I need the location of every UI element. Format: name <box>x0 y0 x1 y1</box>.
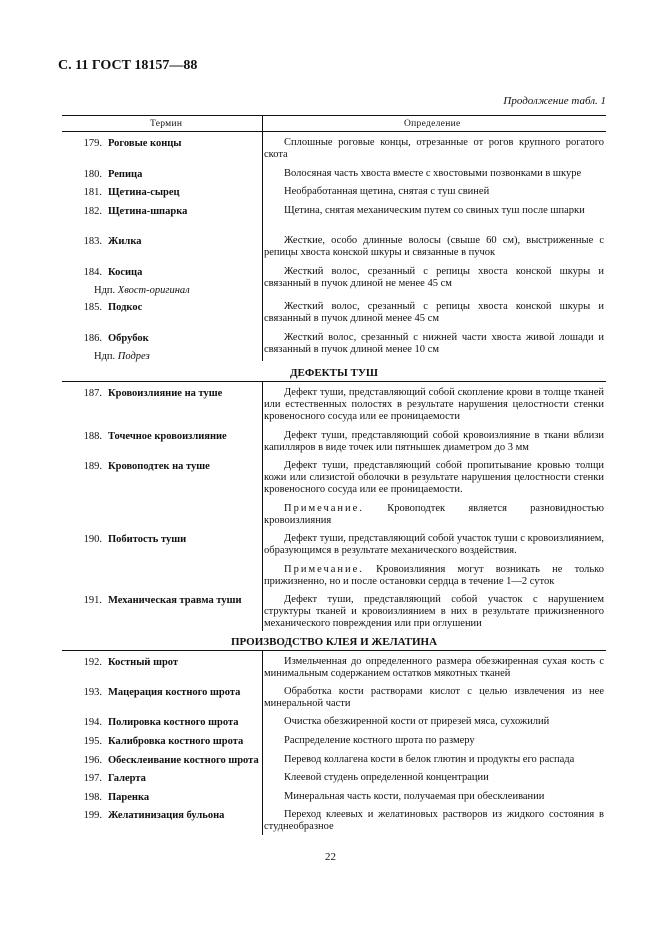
term-name: Мацерация костного шрота <box>108 687 241 698</box>
term-name: Полировка костного шрота <box>108 717 239 728</box>
column-header-term: Термин <box>150 119 183 129</box>
ndp-label: Ндп. <box>94 351 116 362</box>
term-name: Паренка <box>108 792 150 803</box>
term-number: 194. <box>83 717 102 728</box>
term-number: 196. <box>83 755 102 766</box>
term-name: Кровоизлияние на туше <box>108 388 223 399</box>
term-number: 185. <box>83 302 102 313</box>
term-number: 199. <box>83 810 102 821</box>
term-definition: Клеевой студень определенной концентрации <box>284 772 489 783</box>
section-heading: ПРОИЗВОДСТВО КЛЕЯ И ЖЕЛАТИНА <box>230 636 438 648</box>
section-rule <box>62 650 606 651</box>
term-number: 190. <box>83 534 102 545</box>
term-number: 192. <box>83 657 102 668</box>
term-definition: Дефект туши, представляющий собой пропитывание кровью толщи кожи или слизистой оболочки в результате нарушения целостности стенки кровеносного сосуда или ее проницаемости. <box>264 460 604 495</box>
term-definition: Обработка кости растворами кислот с целью извлечения из нее минеральной части <box>264 686 604 709</box>
term-name: Точечное кровоизлияние <box>108 431 227 442</box>
note-text: Кровоизлияния могут возникать не только прижизненно, но и после остановки сердца в течение 1—2 суток <box>264 564 605 587</box>
term-number: 193. <box>83 687 102 698</box>
term-definition: Переход клеевых и желатиновых растворов из жидкого состояния в студнеобразное <box>264 809 604 832</box>
term-definition: Дефект туши, представляющий собой участок с нарушением структуры тканей и кровоизлиянием в них в результате прижизненного механического повреждения или при оглушении <box>264 594 604 629</box>
term-definition: Распределение костного шрота по размеру <box>284 735 475 746</box>
term-number: 186. <box>83 333 102 344</box>
term-definition: Щетина, снятая механическим путем со свиных туш после шпарки <box>284 205 585 216</box>
term-number: 187. <box>83 388 102 399</box>
note-label: Примечание. <box>284 503 364 514</box>
term-name: Роговые концы <box>108 138 182 149</box>
term-number: 197. <box>83 773 102 784</box>
table-continuation-label: Продолжение табл. 1 <box>503 95 606 107</box>
term-number: 189. <box>83 461 102 472</box>
term-name: Косица <box>108 267 143 278</box>
term-definition: Очистка обезжиренной кости от прирезей мяса, сухожилий <box>284 716 550 727</box>
term-definition: Сплошные роговые концы, отрезанные от рогов крупного рогатого скота <box>264 137 604 160</box>
term-name: Щетина-шпарка <box>108 206 188 217</box>
term-definition: Дефект туши, представляющий собой участок туши с кровоизлиянием, образующимся в результате механического воздействия. <box>264 533 604 556</box>
term-note <box>264 564 604 588</box>
term-definition: Жесткий волос, срезанный с репицы хвоста конской шкуры и связанный в пучок длиной менее 45 см <box>264 301 604 324</box>
term-definition: Волосяная часть хвоста вместе с хвостовыми позвонками в шкуре <box>284 168 582 179</box>
term-name: Побитость туши <box>108 534 187 545</box>
ndp-label: Ндп. <box>94 285 116 296</box>
term-number: 182. <box>83 206 102 217</box>
term-name: Репица <box>108 169 143 180</box>
term-number: 188. <box>83 431 102 442</box>
column-header-rule <box>62 131 606 132</box>
term-name: Механическая травма туши <box>108 595 242 606</box>
term-definition: Необработанная щетина, снятая с туш свиней <box>284 186 490 197</box>
term-name: Галерта <box>108 773 146 784</box>
term-definition: Дефект туши, представляющий собой кровоизлияние в ткани вблизи капилляров в виде точек или пятнышек диаметром до 3 мм <box>264 430 604 453</box>
term-name: Костный шрот <box>108 657 179 668</box>
term-number: 180. <box>83 169 102 180</box>
section-heading: ДЕФЕКТЫ ТУШ <box>289 367 379 379</box>
term-name: Обесклеивание костного шрота <box>108 755 259 766</box>
section-rule <box>62 381 606 382</box>
note-text: Кровоподтек является разновидностью кровоизлияния <box>264 503 605 526</box>
note-label: Примечание. <box>284 564 364 575</box>
deprecated-term: Хвост-оригинал <box>117 285 190 296</box>
term-definition: Перевод коллагена кости в белок глютин и продукты его распада <box>284 754 575 765</box>
term-definition: Жесткий волос, срезанный с репицы хвоста конской шкуры и связанный в пучок длиной не менее 45 см <box>264 266 604 289</box>
page-number: 22 <box>325 851 336 863</box>
column-header-definition: Определение <box>404 119 461 129</box>
term-number: 183. <box>83 236 102 247</box>
term-number: 195. <box>83 736 102 747</box>
column-divider <box>262 115 263 361</box>
term-name: Желатинизация бульона <box>108 810 225 821</box>
term-number: 181. <box>83 187 102 198</box>
term-number: 191. <box>83 595 102 606</box>
term-name: Калибровка костного шрота <box>108 736 244 747</box>
term-number: 179. <box>83 138 102 149</box>
deprecated-term: Подрез <box>117 351 150 362</box>
term-name: Щетина-сырец <box>108 187 180 198</box>
term-name: Кровоподтек на туше <box>108 461 210 472</box>
term-name: Обрубок <box>108 333 149 344</box>
term-number: 198. <box>83 792 102 803</box>
term-definition: Минеральная часть кости, получаемая при обесклеивании <box>284 791 545 802</box>
term-name: Подкос <box>108 302 143 313</box>
term-number: 184. <box>83 267 102 278</box>
term-name: Жилка <box>108 236 142 247</box>
term-definition: Жесткие, особо длинные волосы (свыше 60 см), выстриженные с репицы хвоста конской шкуры и связанные в пучок <box>264 235 604 258</box>
table-top-rule <box>62 115 606 116</box>
term-note <box>264 503 604 527</box>
term-definition: Дефект туши, представляющий собой скопление крови в толще тканей или естественных полостях в результате нарушения целостности стенки кровеносного сосуда или ее проницаемости <box>264 387 604 422</box>
document-header: С. 11 ГОСТ 18157—88 <box>58 58 198 73</box>
column-divider <box>262 650 263 835</box>
term-definition: Жесткий волос, срезанный с нижней части хвоста живой лошади и связанный в пучок длиной менее 10 см <box>264 332 604 355</box>
term-definition: Измельченная до определенного размера обезжиренная сухая кость с минимальным содержанием остатков мякотных тканей <box>264 656 604 679</box>
column-divider <box>262 381 263 631</box>
